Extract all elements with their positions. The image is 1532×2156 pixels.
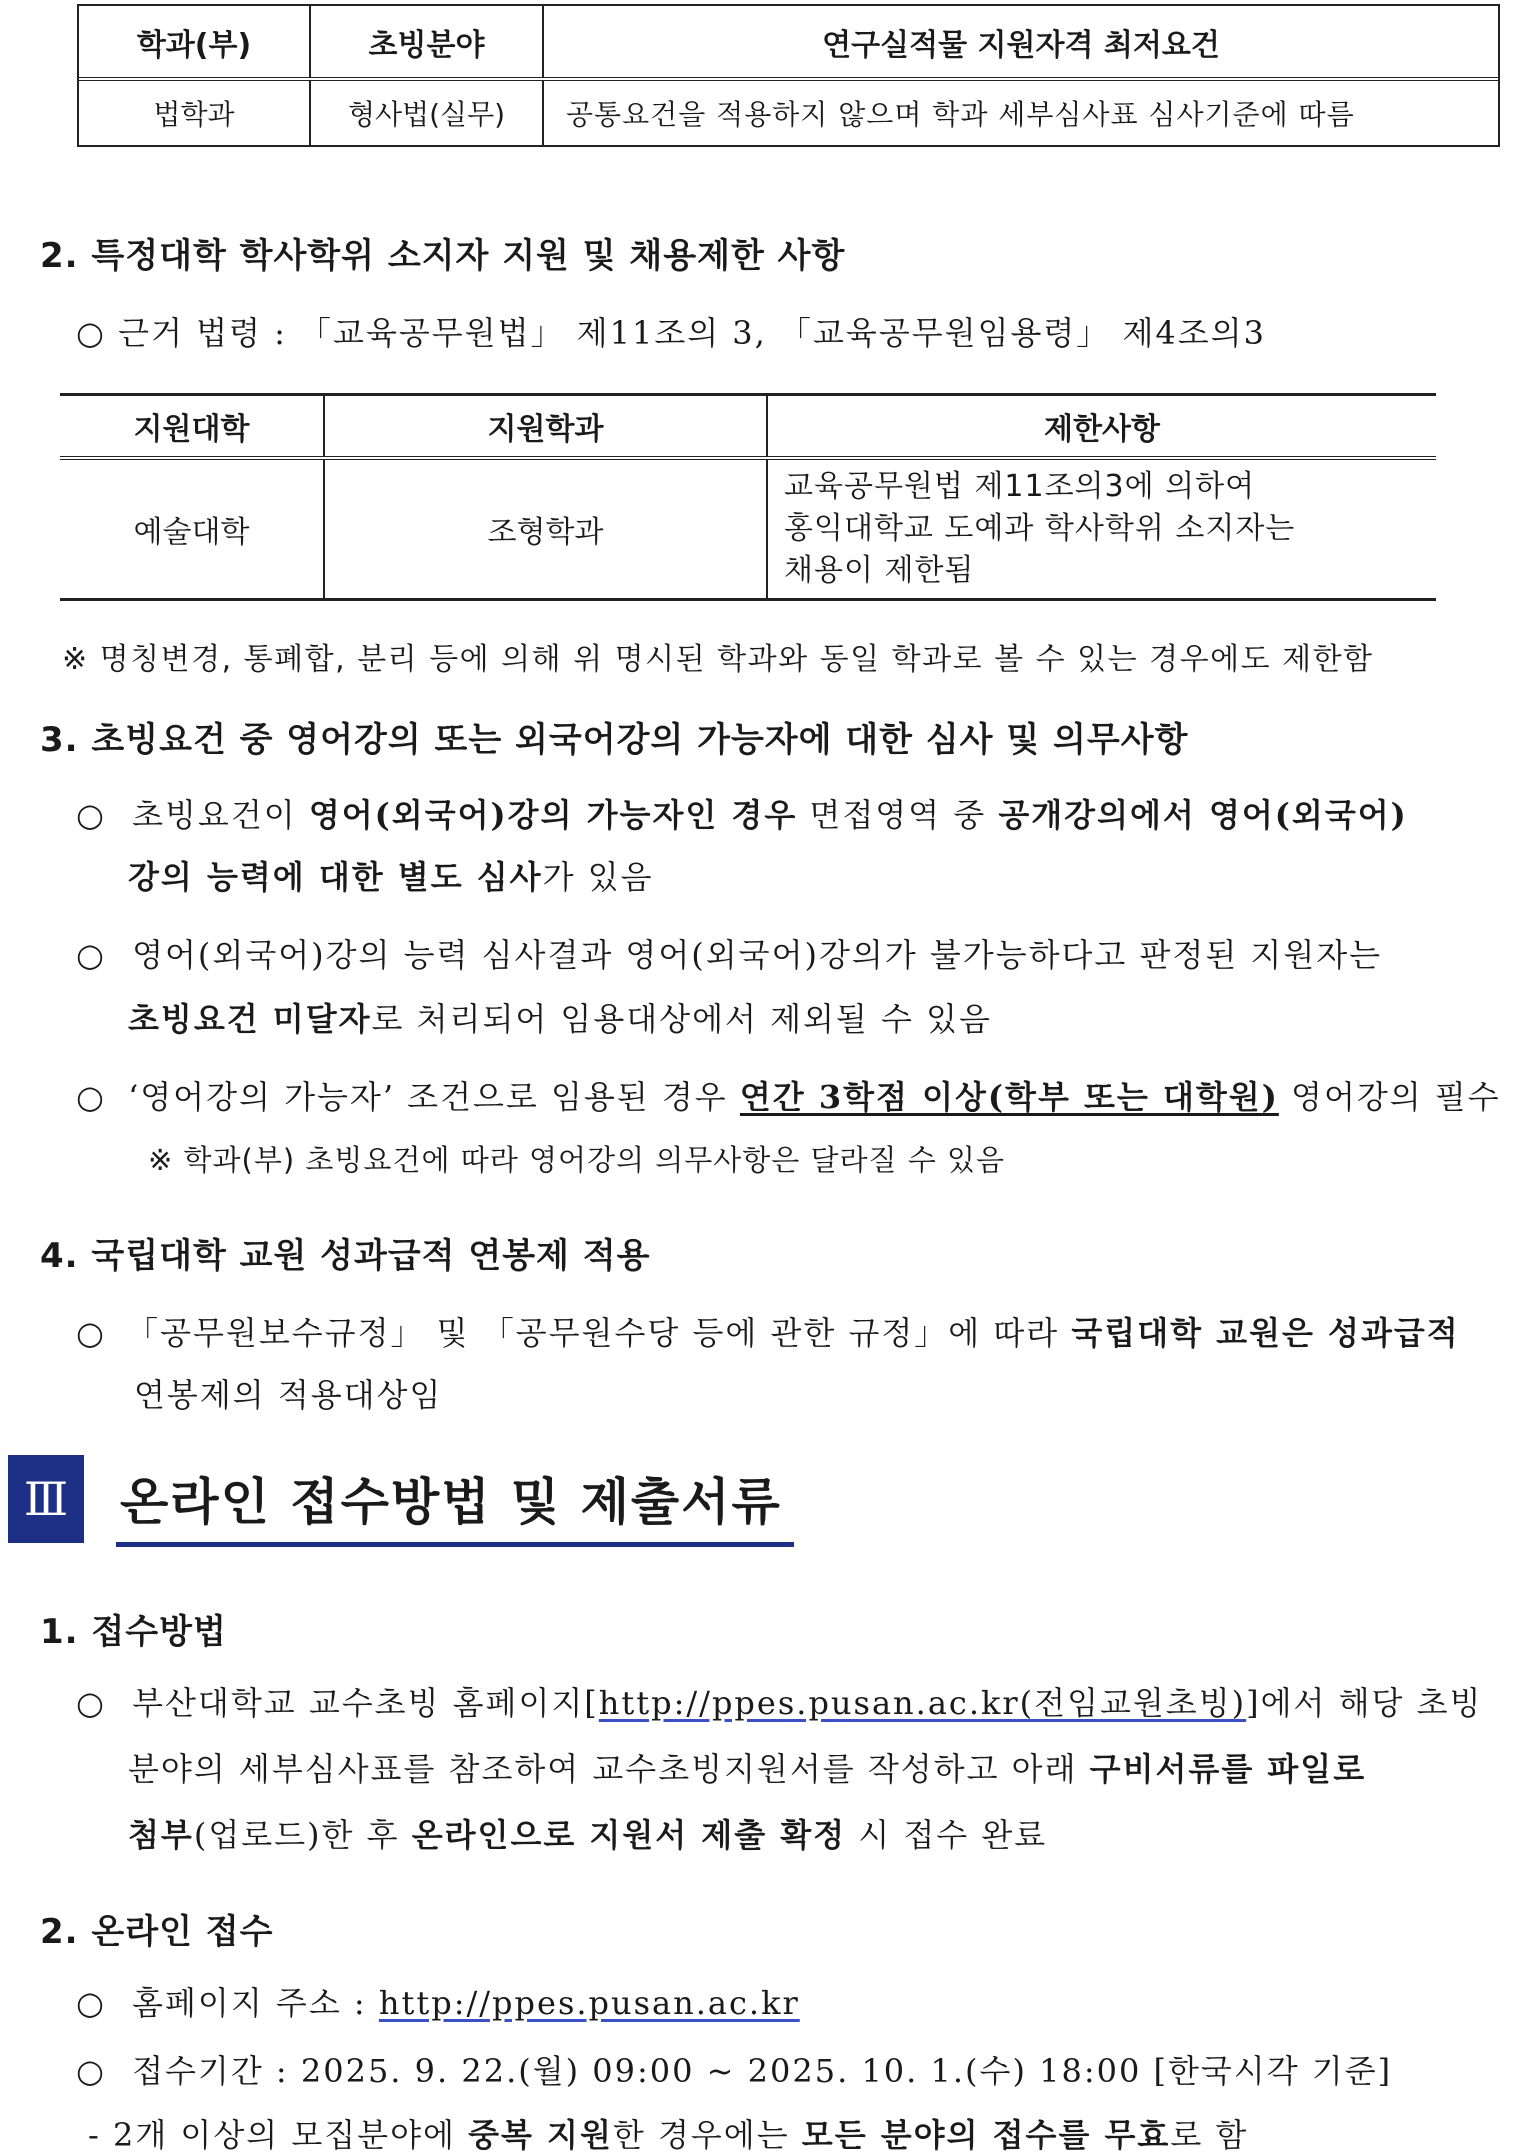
bullet-icon: ○	[76, 1684, 106, 1722]
bullet-icon: ○	[76, 1314, 106, 1352]
header-department: 지원학과	[325, 396, 768, 456]
header-college: 지원대학	[60, 396, 325, 456]
table-row	[60, 460, 1436, 598]
bullet-english-review-line2: 강의 능력에 대한 별도 심사가 있음	[128, 858, 654, 896]
restriction-line: 교육공무원법 제11조의3에 의하여	[784, 469, 1256, 504]
bullet-icon: ○	[76, 1984, 106, 2022]
requirements-table	[77, 4, 1500, 147]
bullet-icon: ○	[76, 796, 106, 834]
cell-restriction	[768, 460, 1436, 598]
bullet-homepage: ○ 홈페이지 주소 : http://ppes.pusan.ac.kr	[76, 1984, 800, 2022]
header-dept: 학과(부)	[79, 6, 311, 77]
subsection-1-heading: 1. 접수방법	[40, 1612, 227, 1652]
bullet-application-method-line2: 분야의 세부심사표를 참조하여 교수초빙지원서를 작성하고 아래 구비서류를 파일로	[128, 1750, 1367, 1788]
english-duty-note: ※ 학과(부) 초빙요건에 따라 영어강의 의무사항은 달라질 수 있음	[148, 1143, 1006, 1177]
bullet-english-fail-line2: 초빙요건 미달자로 처리되어 임용대상에서 제외될 수 있음	[128, 1000, 992, 1038]
bullet-icon: ○	[76, 2052, 106, 2090]
duplicate-application-note: - 2개 이상의 모집분야에 중복 지원한 경우에는 모든 분야의 접수를 무효로 함	[88, 2116, 1249, 2154]
section-title: 온라인 접수방법 및 제출서류	[120, 1473, 782, 1531]
restriction-table	[60, 393, 1436, 601]
bullet-icon: ○	[76, 936, 106, 974]
section-3-heading: 3. 초빙요건 중 영어강의 또는 외국어강의 가능자에 대한 심사 및 의무사항	[40, 720, 1189, 760]
bullet-english-duty: ○ ‘영어강의 가능자’ 조건으로 임용된 경우 연간 3학점 이상(학부 또는 대학원) 영어강의 필수	[76, 1078, 1501, 1116]
table-row	[79, 81, 1498, 145]
section-title-underline	[116, 1542, 794, 1547]
section-numeral: Ⅲ	[8, 1455, 84, 1543]
cell-dept: 법학과	[79, 81, 311, 145]
cell-requirement: 공통요건을 적용하지 않으며 학과 세부심사표 심사기준에 따름	[566, 98, 1355, 131]
legal-basis: ○ 근거 법령 : 「교육공무원법」 제11조의 3, 「교육공무원임용령」 제4조의3	[76, 314, 1266, 352]
homepage-link[interactable]: http://ppes.pusan.ac.kr	[378, 1984, 800, 2022]
cell-field: 형사법(실무)	[311, 81, 544, 145]
bullet-english-fail: ○ 영어(외국어)강의 능력 심사결과 영어(외국어)강의가 불가능하다고 판정된 지원자는	[76, 936, 1383, 974]
restriction-line: 채용이 제한됨	[784, 553, 975, 588]
requirements-table-header	[79, 6, 1498, 81]
restriction-note: ※ 명칭변경, 통폐합, 분리 등에 의해 위 명시된 학과와 동일 학과로 볼 수 있는 경우에도 제한함	[62, 642, 1374, 677]
section-2-heading: 2. 특정대학 학사학위 소지자 지원 및 채용제한 사항	[40, 236, 846, 276]
bullet-application-method: ○ 부산대학교 교수초빙 홈페이지[http://ppes.pusan.ac.kr(전임교원초빙)]에서 해당 초빙	[76, 1684, 1483, 1722]
cell-college: 예술대학	[60, 460, 325, 598]
recruitment-link[interactable]: http://ppes.pusan.ac.kr(전임교원초빙)	[598, 1684, 1247, 1722]
header-requirement: 연구실적물 지원자격 최저요건	[822, 27, 1220, 63]
header-field: 초빙분야	[311, 6, 544, 77]
bullet-application-method-line3: 첨부(업로드)한 후 온라인으로 지원서 제출 확정 시 접수 완료	[128, 1816, 1048, 1854]
bullet-period: ○ 접수기간 : 2025. 9. 22.(월) 09:00 ~ 2025. 10. 1.(수) 18:00 [한국시각 기준]	[76, 2052, 1393, 2090]
restriction-line: 홍익대학교 도예과 학사학위 소지자는	[784, 511, 1296, 546]
cell-department: 조형학과	[325, 460, 768, 598]
header-restriction: 제한사항	[1044, 412, 1160, 447]
bullet-english-review: ○ 초빙요건이 영어(외국어)강의 가능자인 경우 면접영역 중 공개강의에서 영어(외국어)	[76, 796, 1408, 834]
bullet-salary: ○ 「공무원보수규정」 및 「공무원수당 등에 관한 규정」에 따라 국립대학 교원은 성과급적	[76, 1314, 1460, 1352]
bullet-icon: ○	[76, 1078, 106, 1116]
bullet-salary-line2: 연봉제의 적용대상임	[134, 1376, 443, 1414]
subsection-2-heading: 2. 온라인 접수	[40, 1912, 274, 1952]
section-4-heading: 4. 국립대학 교원 성과급적 연봉제 적용	[40, 1236, 651, 1276]
restriction-table-header	[60, 396, 1436, 460]
